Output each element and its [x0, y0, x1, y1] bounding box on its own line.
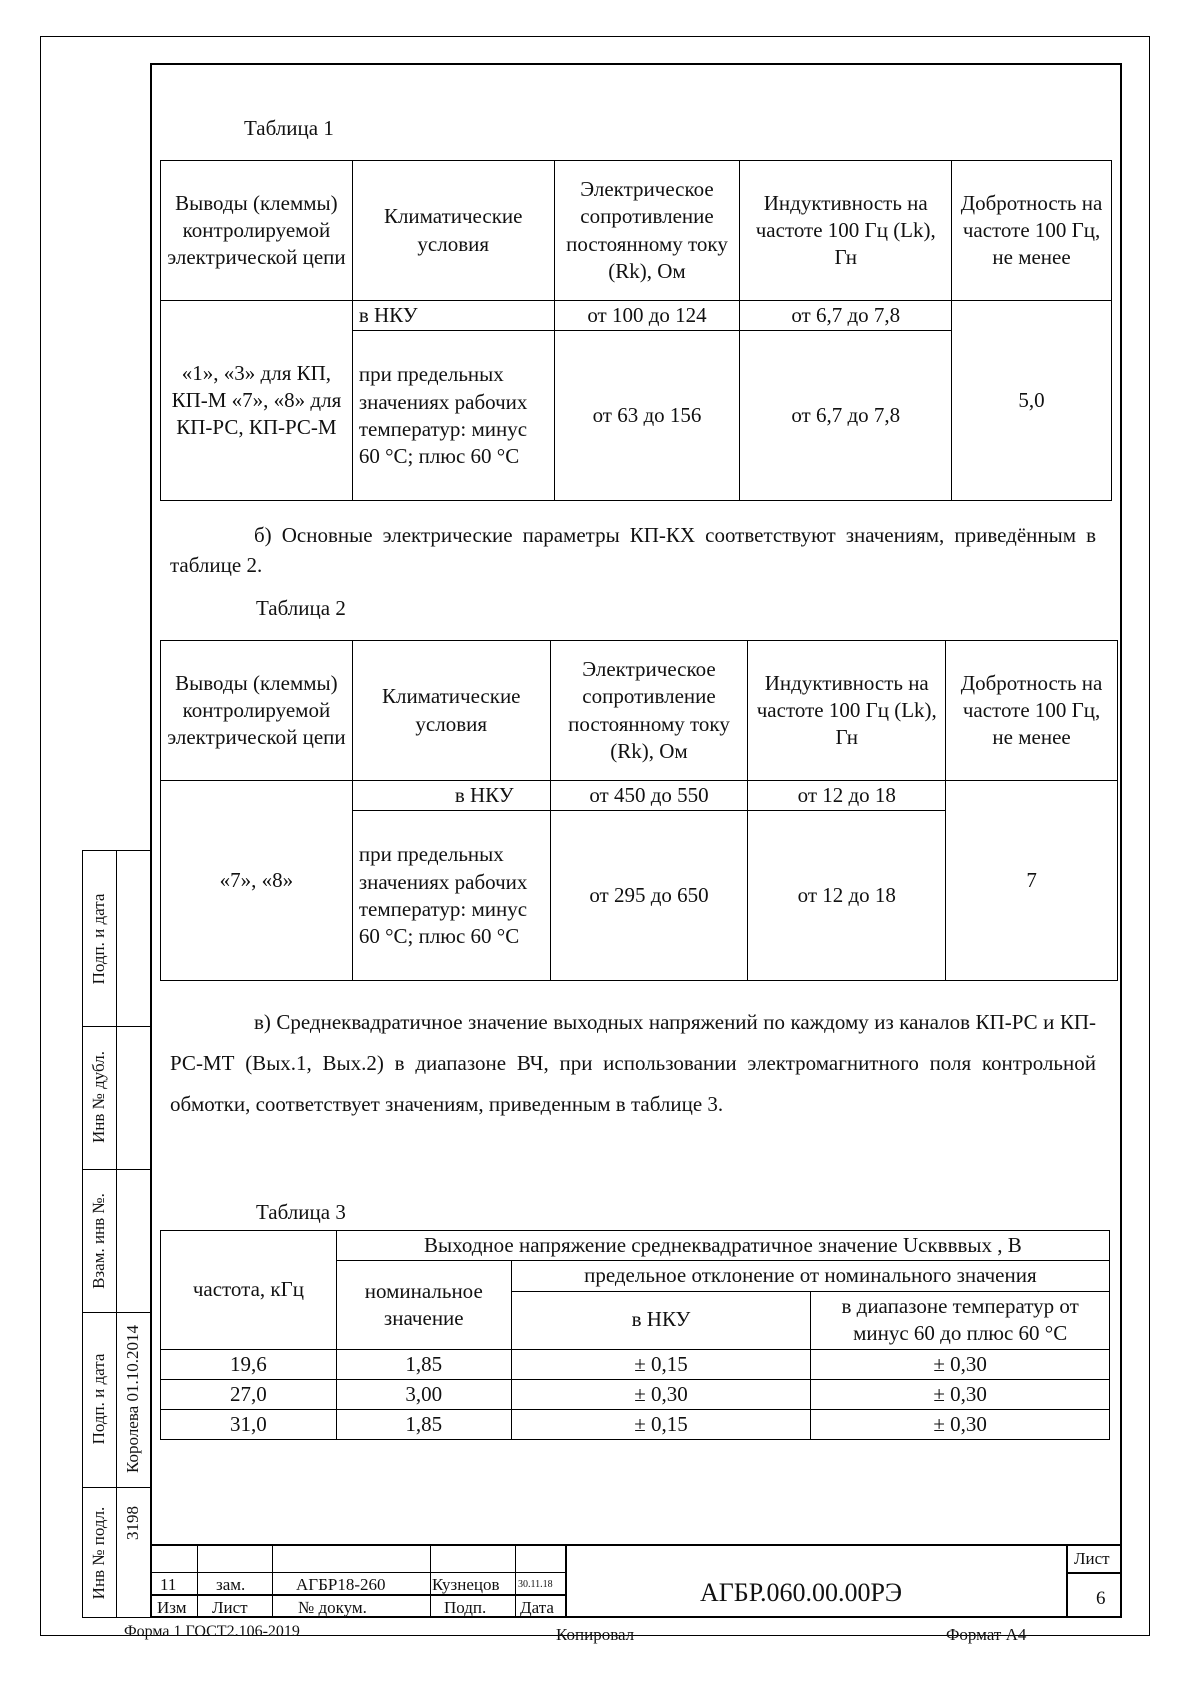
table2-terminals: «7», «8» [161, 781, 353, 981]
table1-cell-inductance: от 6,7 до 7,8 [740, 301, 952, 331]
table3-header-main: Выходное напряжение среднеквадратичное значение Uсквввых , В [336, 1231, 1109, 1261]
table1-cell-condition: при предельных значениях рабочих температур: минус 60 °С; плюс 60 °С [352, 331, 554, 501]
tb-sheet-label: Лист [1074, 1549, 1110, 1568]
table2-cell-inductance: от 12 до 18 [748, 811, 946, 981]
title-block-col-line [515, 1544, 516, 1618]
table1-cell-resistance: от 63 до 156 [554, 331, 740, 501]
table3-cell-nominal: 3,00 [336, 1379, 511, 1409]
table1-cell-inductance: от 6,7 до 7,8 [740, 331, 952, 501]
table2-cell-resistance: от 295 до 650 [550, 811, 748, 981]
table3-cell-frequency: 31,0 [161, 1410, 337, 1440]
footer-format: Формат А4 [946, 1625, 1027, 1644]
table1-caption: Таблица 1 [244, 116, 334, 140]
table1-cell-resistance: от 100 до 124 [554, 301, 740, 331]
table3-cell-nominal: 1,85 [336, 1349, 511, 1379]
table2-header-terminals: Выводы (клеммы) контролируемой электрической цепи [161, 641, 353, 781]
paragraph-b: б) Основные электрические параметры КП-КХ соответствуют значениям, приведённым в таблице 2. [170, 523, 1096, 578]
tb-header-podp: Подп. [444, 1598, 487, 1617]
tb-doc-no: АГБР18-260 [296, 1575, 386, 1594]
tb-signer: Кузнецов [432, 1575, 500, 1594]
table3-caption: Таблица 3 [256, 1200, 346, 1224]
table3-cell-temp: ± 0,30 [811, 1410, 1110, 1440]
table1 [160, 160, 1112, 501]
table1-terminals: «1», «3» для КП, КП-М «7», «8» для КП-РС, КП-РС-М [161, 301, 353, 501]
table3-cell-frequency: 27,0 [161, 1379, 337, 1409]
table2 [160, 640, 1118, 981]
footer-form: Форма 1 ГОСТ2.106-2019 [124, 1623, 300, 1640]
table3-header-temp: в диапазоне температур от минус 60 до плюс 60 °С [811, 1291, 1110, 1349]
side-label-inv-podl: Инв № подл. [89, 1506, 108, 1600]
paragraph-v: в) Среднеквадратичное значение выходных напряжений по каждому из каналов КП-РС и КП-РС-МТ (Вых.1, Вых.2) в диапазоне ВЧ, при использовании электромагнитного поля контрольной обмотки, соответствует значениям, приведенным в таблице 3. [170, 1010, 1096, 1116]
title-block-col-line [197, 1544, 198, 1618]
side-signature-value: Королева 01.10.2014 [123, 1325, 142, 1473]
table1-cell-condition: в НКУ [352, 301, 554, 331]
table3-cell-temp: ± 0,30 [811, 1349, 1110, 1379]
table2-cell-condition: при предельных значениях рабочих температур: минус 60 °С; плюс 60 °С [352, 811, 550, 981]
table2-cell-condition: в НКУ [352, 781, 550, 811]
table3-cell-nku: ± 0,15 [511, 1410, 811, 1440]
table3-header-frequency: частота, кГц [161, 1231, 337, 1350]
table1-header-resistance: Электрическое сопротивление постоянному току (Rk), Ом [554, 161, 740, 301]
side-label-podp-bottom: Подп. и дата [89, 1353, 108, 1445]
title-block-sheet-line [1067, 1572, 1122, 1574]
tb-change-no: 11 [160, 1575, 177, 1594]
table3 [160, 1230, 1110, 1440]
table2-header-inductance: Индуктивность на частоте 100 Гц (Lk), Гн [748, 641, 946, 781]
side-label-podp-top: Подп. и дата [89, 893, 108, 985]
tb-header-doc: № докум. [298, 1598, 367, 1617]
table2-header-q: Добротность на частоте 100 Гц, не менее [946, 641, 1118, 781]
tb-sheet-number: 6 [1096, 1588, 1106, 1609]
side-label-inv-dubl: Инв № дубл. [89, 1050, 108, 1144]
table2-header-climate: Климатические условия [352, 641, 550, 781]
tb-header-date: Дата [520, 1598, 554, 1617]
table2-header-resistance: Электрическое сопротивление постоянному току (Rk), Ом [550, 641, 748, 781]
title-block-top-line [150, 1544, 1122, 1546]
table3-cell-frequency: 19,6 [161, 1349, 337, 1379]
table1-header-q: Добротность на частоте 100 Гц, не менее [952, 161, 1112, 301]
title-block-col-line [430, 1544, 431, 1618]
table3-cell-temp: ± 0,30 [811, 1379, 1110, 1409]
table2-q-value: 7 [946, 781, 1118, 981]
table3-header-nominal: номинальное значение [336, 1261, 511, 1349]
table3-header-nku: в НКУ [511, 1291, 811, 1349]
title-block-row-line [150, 1572, 566, 1573]
table3-header-deviation: предельное отклонение от номинального значения [511, 1261, 1109, 1291]
side-label-vzam: Взам. инв №. [89, 1193, 108, 1289]
table1-q-value: 5,0 [952, 301, 1112, 501]
footer-copied: Копировал [556, 1625, 635, 1644]
title-block-col-line [565, 1544, 567, 1618]
table1-header-inductance: Индуктивность на частоте 100 Гц (Lk), Гн [740, 161, 952, 301]
table3-cell-nku: ± 0,15 [511, 1349, 811, 1379]
table3-cell-nominal: 1,85 [336, 1410, 511, 1440]
table1-header-terminals: Выводы (клеммы) контролируемой электрической цепи [161, 161, 353, 301]
table2-cell-resistance: от 450 до 550 [550, 781, 748, 811]
table2-cell-inductance: от 12 до 18 [748, 781, 946, 811]
title-block-col-line [272, 1544, 273, 1618]
tb-change-type: зам. [216, 1575, 246, 1594]
tb-header-izm: Изм [157, 1598, 187, 1617]
tb-header-list: Лист [212, 1598, 248, 1617]
table1-header-climate: Климатические условия [352, 161, 554, 301]
title-block-col-line [1066, 1544, 1068, 1618]
side-strip [82, 850, 150, 1618]
tb-designation: АГБР.060.00.00РЭ [700, 1578, 903, 1607]
table3-cell-nku: ± 0,30 [511, 1379, 811, 1409]
side-inv-podl-value: 3198 [123, 1506, 142, 1540]
tb-date: 30.11.18 [518, 1579, 553, 1590]
table2-caption: Таблица 2 [256, 596, 346, 620]
